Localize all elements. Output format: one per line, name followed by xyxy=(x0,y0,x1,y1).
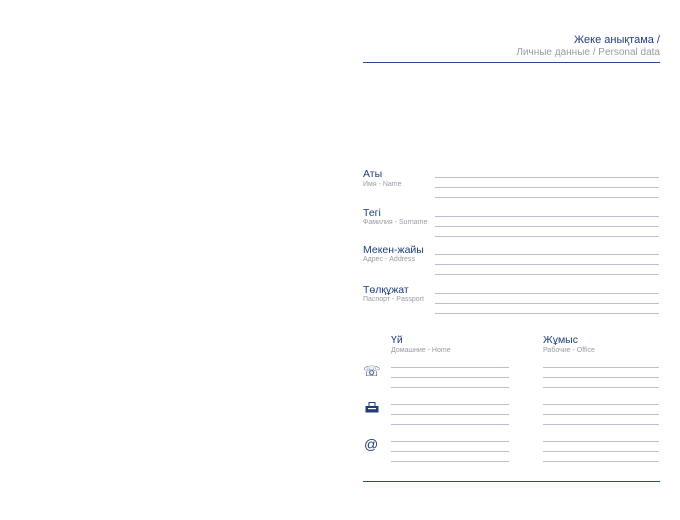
home-fax-line-3[interactable] xyxy=(391,424,509,425)
work-fax-line-2[interactable] xyxy=(543,414,659,415)
home-column-sublabel: Домашние - Home xyxy=(391,347,451,354)
home-email-line-3[interactable] xyxy=(391,461,509,462)
address-line-1[interactable] xyxy=(435,254,659,255)
work-email-line-1[interactable] xyxy=(543,441,659,442)
surname-line-1[interactable] xyxy=(435,216,659,217)
home-phone-line-3[interactable] xyxy=(391,387,509,388)
work-fax-line-1[interactable] xyxy=(543,404,659,405)
work-email-line-3[interactable] xyxy=(543,461,659,462)
name-line-2[interactable] xyxy=(435,187,659,188)
home-email-line-2[interactable] xyxy=(391,451,509,452)
home-fax-line-1[interactable] xyxy=(391,404,509,405)
home-fax-line-2[interactable] xyxy=(391,414,509,415)
work-phone-line-1[interactable] xyxy=(543,367,659,368)
passport-sublabel: Паспорт - Passport xyxy=(363,296,424,303)
surname-label: Тегі xyxy=(363,207,381,219)
surname-line-3[interactable] xyxy=(435,236,659,237)
home-phone-line-2[interactable] xyxy=(391,377,509,378)
name-line-1[interactable] xyxy=(435,177,659,178)
work-phone-line-2[interactable] xyxy=(543,377,659,378)
address-sublabel: Адрес - Address xyxy=(363,256,415,263)
at-sign-icon: @ xyxy=(364,436,379,452)
work-email-line-2[interactable] xyxy=(543,451,659,452)
name-label: Аты xyxy=(363,168,383,180)
home-email-line-1[interactable] xyxy=(391,441,509,442)
header-divider xyxy=(363,62,660,63)
telephone-icon: ☏ xyxy=(363,363,381,379)
work-fax-line-3[interactable] xyxy=(543,424,659,425)
name-sublabel: Имя - Name xyxy=(363,181,402,188)
passport-line-3[interactable] xyxy=(435,313,659,314)
name-line-3[interactable] xyxy=(435,197,659,198)
work-column-label: Жұмыс xyxy=(543,334,578,346)
section-subtitle: Личные данные / Personal data xyxy=(516,47,660,58)
passport-label: Төлқұжат xyxy=(363,284,409,296)
address-line-2[interactable] xyxy=(435,264,659,265)
surname-line-2[interactable] xyxy=(435,226,659,227)
passport-line-1[interactable] xyxy=(435,293,659,294)
home-phone-line-1[interactable] xyxy=(391,367,509,368)
work-phone-line-3[interactable] xyxy=(543,387,659,388)
address-label: Мекен-жайы xyxy=(363,244,424,256)
footer-divider xyxy=(363,481,660,482)
address-line-3[interactable] xyxy=(435,274,659,275)
passport-line-2[interactable] xyxy=(435,303,659,304)
fax-icon xyxy=(365,400,379,418)
work-column-sublabel: Рабочие - Office xyxy=(543,347,595,354)
home-column-label: Үй xyxy=(391,334,403,346)
section-title: Жеке анықтама / xyxy=(574,34,660,46)
surname-sublabel: Фамилия - Surname xyxy=(363,219,428,226)
